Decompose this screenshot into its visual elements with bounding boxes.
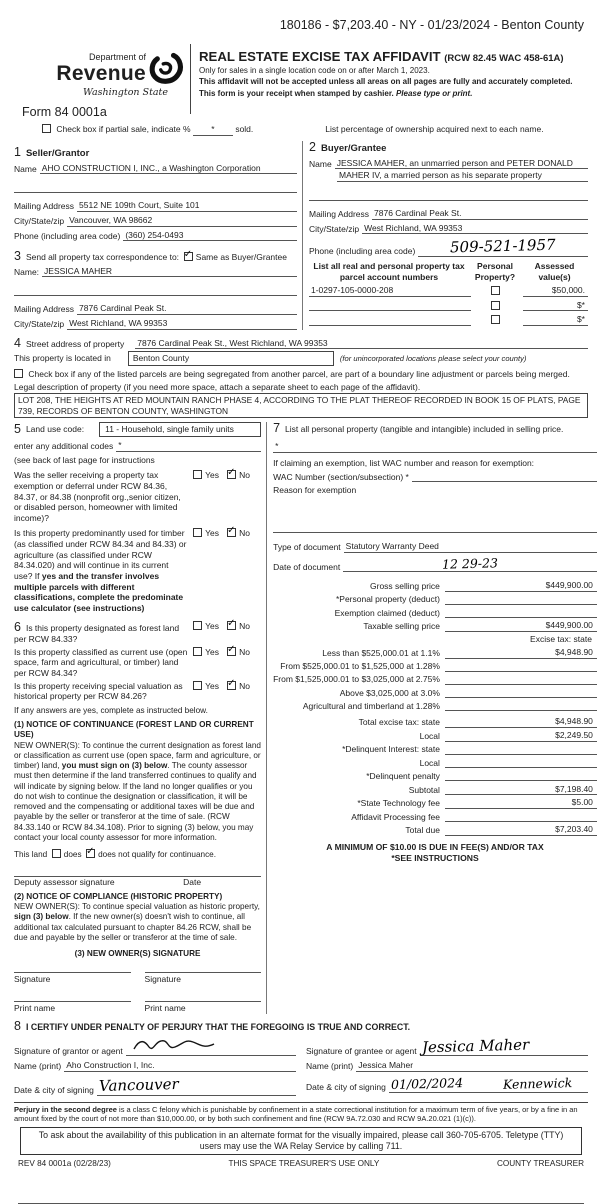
tax-row bbox=[273, 700, 597, 711]
seller-name-field[interactable]: AHO CONSTRUCTION I, INC., a Washington Corporation bbox=[40, 163, 297, 175]
current-use-yes-checkbox[interactable] bbox=[193, 647, 202, 656]
tax-row-label: Total due bbox=[405, 825, 440, 836]
grantor-city-handwriting: Vancouver bbox=[98, 1074, 179, 1095]
personal-property-checkbox[interactable] bbox=[491, 286, 500, 295]
parcel-row bbox=[309, 314, 588, 326]
see-back-note: (see back of last page for instructions bbox=[14, 454, 155, 465]
page-footer bbox=[14, 1159, 588, 1169]
buyer-name-field-2[interactable]: MAHER IV, a married person as his separate property bbox=[337, 170, 588, 182]
section8-block bbox=[14, 1020, 588, 1096]
grantee-date-city-field[interactable] bbox=[389, 1076, 588, 1093]
segregated-label: Check box if any of the listed parcels are being segregated from another parcel, are part of a boundary line adjustment or parcels being merged. bbox=[28, 369, 570, 380]
tax-row bbox=[273, 784, 597, 796]
signature-label: Signature bbox=[14, 974, 51, 985]
form-title: REAL ESTATE EXCISE TAX AFFIDAVIT (RCW 82.45 WAC 458-61A) bbox=[199, 48, 564, 64]
tax-row-value[interactable]: $449,900.00 bbox=[445, 620, 597, 632]
section4-number: 4 bbox=[14, 335, 21, 350]
yes-label: Yes bbox=[205, 470, 219, 481]
seller-city-label: City/State/zip bbox=[14, 215, 65, 226]
parcel-table bbox=[309, 261, 588, 326]
tax-row-value[interactable] bbox=[445, 661, 597, 672]
grantee-city-handwriting: Kennewick bbox=[502, 1075, 573, 1092]
tax-row-value[interactable]: $5.00 bbox=[445, 797, 597, 809]
segregated-checkbox[interactable] bbox=[14, 369, 23, 378]
historical-yes-checkbox[interactable] bbox=[193, 681, 202, 690]
forest-land-question: 6 Is this property designated as forest land per RCW 84.33? bbox=[14, 620, 180, 644]
grantee-signature-field[interactable] bbox=[420, 1037, 588, 1057]
partial-sale-label: Check box if partial sale, indicate % bbox=[56, 124, 191, 135]
grantee-date-city-label: Date & city of signing bbox=[306, 1081, 386, 1092]
tax-row-value[interactable] bbox=[445, 770, 597, 781]
assessed-value-field[interactable]: $* bbox=[523, 300, 588, 312]
agency-name: Revenue bbox=[56, 61, 146, 85]
tax-row-label: Affidavit Processing fee bbox=[351, 811, 440, 822]
additional-codes-label: enter any additional codes bbox=[14, 441, 114, 451]
tax-row-label: *Personal property (deduct) bbox=[335, 594, 440, 605]
parcel-col2-header: Personal Property? bbox=[474, 260, 516, 282]
footer-rev-number: REV 84 0001a (02/28/23) bbox=[18, 1158, 111, 1168]
seller-name-label: Name bbox=[14, 163, 37, 174]
new-owner-signature-field-1[interactable] bbox=[14, 959, 131, 973]
buyer-name-label: Name bbox=[309, 158, 332, 169]
tax-row bbox=[273, 744, 597, 755]
deputy-assessor-label: Deputy assessor signature bbox=[14, 877, 115, 888]
tax-row bbox=[273, 607, 597, 618]
form-header bbox=[14, 42, 588, 121]
type-of-document-field[interactable]: Statutory Warranty Deed bbox=[344, 541, 597, 553]
print-name-label: Print name bbox=[144, 1003, 186, 1013]
date-of-document-label: Date of document bbox=[273, 561, 341, 572]
does-checkbox[interactable] bbox=[52, 849, 61, 858]
type-of-document-label: Type of document bbox=[273, 541, 341, 552]
tax-row-value[interactable] bbox=[445, 757, 597, 768]
assessor-date-label: Date bbox=[183, 877, 202, 888]
grantee-name-field[interactable]: Jessica Maher bbox=[356, 1060, 588, 1072]
form-number: Form 84 0001a bbox=[22, 104, 107, 119]
section4-block bbox=[14, 337, 588, 419]
yes-label: Yes bbox=[205, 680, 219, 691]
new-owner-printname-field-1[interactable] bbox=[14, 988, 131, 1002]
forest-yes-checkbox[interactable] bbox=[193, 621, 202, 630]
tax-row bbox=[273, 811, 597, 822]
parcel-number-field[interactable] bbox=[309, 300, 471, 311]
grantor-name-field[interactable]: Aho Construction I, Inc. bbox=[64, 1060, 296, 1072]
parcel-col3-header: Assessed value(s) bbox=[534, 260, 575, 282]
grantor-date-city-field[interactable] bbox=[97, 1076, 296, 1096]
new-owner-signature-title: (3) NEW OWNER(S) SIGNATURE bbox=[74, 949, 201, 959]
new-owner-printname-field-2[interactable] bbox=[145, 988, 262, 1002]
section1-number: 1 bbox=[14, 144, 21, 159]
personal-property-field[interactable]: * bbox=[273, 441, 597, 453]
wac-number-field[interactable] bbox=[412, 471, 597, 482]
tax-row-label: Above $3,025,000 at 3.0% bbox=[339, 687, 440, 698]
grantor-signature-field[interactable] bbox=[126, 1037, 296, 1057]
certify-statement: I CERTIFY UNDER PENALTY OF PERJURY THAT THE FOREGOING IS TRUE AND CORRECT. bbox=[25, 1021, 411, 1032]
legal-description-field[interactable]: LOT 208, THE HEIGHTS AT RED MOUNTAIN RANCH PHASE 4, ACCORDING TO THE PLAT THEREOF RECORDED IN BOOK 15 OF PLATS, PAGE 739, RECORDS OF BENTON COUNTY, WASHINGTON bbox=[14, 393, 588, 418]
parties-block bbox=[14, 141, 588, 330]
wac-number-label: WAC Number (section/subsection) * bbox=[273, 471, 409, 482]
partial-sale-checkbox[interactable] bbox=[42, 124, 51, 133]
seller-city-field[interactable]: Vancouver, WA 98662 bbox=[67, 215, 297, 227]
seller-phone-label: Phone (including area code) bbox=[14, 230, 121, 241]
county-note: (for unincorporated locations please select your county) bbox=[339, 353, 527, 363]
if-any-note: If any answers are yes, complete as instructed below. bbox=[14, 705, 208, 715]
partial-percent-field[interactable]: * bbox=[193, 124, 233, 136]
agency-block bbox=[14, 42, 182, 121]
grantee-date-handwriting: 01/02/2024 bbox=[390, 1075, 464, 1092]
buyer-name-extra-field[interactable] bbox=[309, 190, 588, 201]
taxcorr-city-label: City/State/zip bbox=[14, 319, 65, 329]
personal-property-intro: 7 List all personal property (tangible and intangible) included in selling price. bbox=[273, 421, 564, 436]
buyer-phone-field[interactable] bbox=[418, 237, 588, 257]
tax-row-value[interactable]: $4,948.90 bbox=[445, 716, 597, 728]
buyer-phone-handwriting: 509-521-1957 bbox=[450, 235, 557, 257]
no-label: No bbox=[239, 646, 250, 657]
parcel-number-field[interactable]: 1-0297-105-0000-208 bbox=[309, 285, 471, 297]
tax-row-value[interactable]: $2,249.50 bbox=[445, 730, 597, 742]
reason-exemption-field[interactable] bbox=[273, 522, 597, 533]
signature-label: Signature bbox=[144, 974, 181, 985]
timber-yes-checkbox[interactable] bbox=[193, 528, 202, 537]
street-address-field[interactable]: 7876 Cardinal Peak St., West Richland, WA 99353 bbox=[135, 338, 588, 350]
tax-row-value[interactable]: $4,948.90 bbox=[445, 647, 597, 659]
tax-row-value[interactable]: $449,900.00 bbox=[445, 580, 597, 592]
tax-row-value[interactable] bbox=[445, 594, 597, 605]
tax-row bbox=[273, 647, 597, 659]
seller-phone-field[interactable]: (360) 254-0493 bbox=[123, 230, 297, 242]
county-select[interactable]: Benton County bbox=[128, 351, 334, 366]
continuance-qualify-row: This land does ✓ does not qualify for continuance. bbox=[14, 849, 261, 860]
tax-row-value[interactable] bbox=[445, 607, 597, 618]
tax-row-label: Agricultural and timberland at 1.28% bbox=[302, 700, 440, 711]
personal-property-checkbox[interactable] bbox=[491, 315, 500, 324]
footer-county-treasurer: COUNTY TREASURER bbox=[496, 1158, 584, 1168]
grantee-signature-handwriting: Jessica Maher bbox=[421, 1035, 530, 1057]
tax-row bbox=[273, 674, 597, 685]
tax-row-value[interactable] bbox=[445, 700, 597, 711]
tax-row-label: Total excise tax: state bbox=[358, 717, 440, 728]
treasurer-stamp-line: 180186 - $7,203.40 - NY - 01/23/2024 - Benton County bbox=[279, 18, 584, 32]
personal-property-checkbox[interactable] bbox=[491, 301, 500, 310]
tax-row-value[interactable] bbox=[445, 744, 597, 755]
section8-number: 8 bbox=[14, 1018, 21, 1033]
tax-row-value[interactable] bbox=[445, 687, 597, 698]
assessed-value-field[interactable]: $* bbox=[523, 314, 588, 326]
tax-row bbox=[273, 824, 597, 836]
grantee-signature-label: Signature of grantee or agent bbox=[306, 1045, 417, 1056]
tax-row bbox=[273, 730, 597, 742]
notice-compliance-title: (2) NOTICE OF COMPLIANCE (HISTORIC PROPERTY) bbox=[14, 891, 223, 901]
legal-description-label: Legal description of property (if you need more space, attach a separate sheet to each page of the affidavit). bbox=[14, 381, 421, 392]
does-not-checkbox[interactable] bbox=[86, 849, 95, 858]
current-use-no-checkbox[interactable] bbox=[227, 647, 236, 656]
land-use-label: Land use code: bbox=[25, 424, 85, 435]
current-use-question: Is this property classified as current use (open space, farm and agricultural, or timber) land per RCW 84.34? bbox=[14, 646, 188, 678]
tax-row-label: From $525,000.01 to $1,525,000 at 1.28% bbox=[280, 661, 440, 672]
section3-number: 3 bbox=[14, 249, 21, 264]
buyer-city-field[interactable]: West Richland, WA 99353 bbox=[362, 223, 588, 235]
form-note-1: Only for sales in a single location code on or after March 1, 2023. bbox=[199, 65, 430, 75]
exemption-instruction: If claiming an exemption, list WAC number and reason for exemption: bbox=[273, 457, 535, 468]
parcel-row bbox=[309, 285, 588, 297]
taxcorr-city-field[interactable]: West Richland, WA 99353 bbox=[67, 318, 297, 330]
no-label: No bbox=[239, 680, 250, 691]
no-label: No bbox=[239, 470, 250, 481]
grantor-signature-label: Signature of grantor or agent bbox=[14, 1045, 123, 1056]
dept-of-label: Department of bbox=[88, 51, 146, 62]
notice-continuance-text: NEW OWNER(S): To continue the current designation as forest land or classification as current use (open space, farm and agriculture, or timber) land, you must sign on (3) below. The county assessor must then determine if the land transferred continues to qualify and will indicate by signing below. If the land no longer qualifies or you do not wish to continue the designation or classification, it will be removed and the compensating or additional taxes will be due and payable by the seller or transferor at the time of sale. (RCW 84.33.140 or RCW 84.34.108). Prior to signing (3) below, you may contact your local county assessor for more information. bbox=[14, 740, 261, 842]
tax-row-label: Gross selling price bbox=[370, 581, 440, 592]
perjury-notice: Perjury in the second degree is a class C felony which is punishable by confinement in a state correctional institution for a maximum term of five years, or by a fine in an amount fixed by the court of not more than $10,000.00, or by both such confinement and fine (RCW 9A.72.030 and RCW 9A.20.021 (1)(c)). bbox=[14, 1102, 588, 1123]
seller-name-extra-field[interactable] bbox=[14, 182, 297, 193]
assessed-value-field[interactable]: $50,000. bbox=[523, 285, 588, 297]
grantor-date-city-label: Date & city of signing bbox=[14, 1084, 94, 1095]
tax-row-label: Excise tax: state bbox=[530, 634, 592, 645]
footer-treasurer-use: THIS SPACE TREASURER'S USE ONLY bbox=[228, 1158, 380, 1168]
form-note-3: This form is your receipt when stamped by cashier. Please type or print. bbox=[199, 88, 473, 98]
taxcorr-name-field[interactable]: JESSICA MAHER bbox=[42, 266, 297, 278]
tax-row bbox=[273, 594, 597, 605]
details-block bbox=[14, 421, 593, 1013]
no-label: No bbox=[239, 621, 250, 632]
section5-number: 5 bbox=[14, 422, 21, 437]
tax-row-value[interactable] bbox=[445, 674, 597, 685]
street-address-label: Street address of property bbox=[25, 338, 125, 349]
same-as-buyer-checkbox[interactable] bbox=[184, 252, 193, 261]
seller-mail-label: Mailing Address bbox=[14, 201, 75, 212]
tax-row-label: Less than $525,000.01 at 1.1% bbox=[322, 647, 440, 658]
buyer-mail-field[interactable]: 7876 Cardinal Peak St. bbox=[372, 208, 588, 220]
forest-no-checkbox[interactable] bbox=[227, 621, 236, 630]
tax-row-label: *Delinquent penalty bbox=[366, 770, 440, 781]
grantee-name-label: Name (print) bbox=[306, 1061, 354, 1072]
section2-title: Buyer/Grantee bbox=[320, 142, 387, 154]
ownership-note: List percentage of ownership acquired next to each name. bbox=[325, 124, 544, 135]
tax-row bbox=[273, 580, 597, 592]
tax-row bbox=[273, 620, 597, 632]
historical-no-checkbox[interactable] bbox=[227, 681, 236, 690]
tax-row-label: From $1,525,000.01 to $3,025,000 at 2.75% bbox=[273, 674, 440, 685]
date-of-document-handwriting: 12 29-23 bbox=[441, 554, 499, 572]
yes-label: Yes bbox=[205, 646, 219, 657]
buyer-city-label: City/State/zip bbox=[309, 223, 360, 234]
tax-row-label: Subtotal bbox=[408, 784, 440, 795]
tax-row bbox=[273, 661, 597, 672]
parcel-row bbox=[309, 300, 588, 312]
seller-exemption-question: Was the seller receiving a property tax exemption or deferral under RCW 84.36, 84.37, or 84.38 (nonprofit org.,senior citizen, or disabled person, homeowner with limited income)? bbox=[14, 470, 181, 523]
exemption-no-checkbox[interactable] bbox=[227, 470, 236, 479]
tax-table bbox=[273, 580, 597, 836]
tax-row-label: Taxable selling price bbox=[363, 621, 440, 632]
buyer-mail-label: Mailing Address bbox=[309, 208, 370, 219]
tax-row bbox=[273, 634, 597, 645]
yes-label: Yes bbox=[205, 528, 219, 539]
tax-row-label: Exemption claimed (deduct) bbox=[334, 607, 440, 618]
taxcorr-mail-field[interactable]: 7876 Cardinal Peak St. bbox=[77, 303, 297, 315]
seller-mail-field[interactable]: 5512 NE 109th Court, Suite 101 bbox=[77, 200, 297, 212]
taxcorr-extra-field[interactable] bbox=[14, 285, 297, 296]
accessibility-notice: To ask about the availability of this publication in an alternate format for the visually impaired, please call 360-705-6705. Teletype (TTY) users may use the WA Relay Service by calling 711. bbox=[20, 1127, 582, 1155]
section1-title: Seller/Grantor bbox=[25, 147, 90, 159]
tax-row-value[interactable]: $7,198.40 bbox=[445, 784, 597, 796]
taxcorr-mail-label: Mailing Address bbox=[14, 304, 75, 315]
additional-codes-field[interactable]: * bbox=[116, 440, 261, 452]
date-of-document-field[interactable] bbox=[343, 556, 597, 573]
tax-row-label: Local bbox=[419, 757, 440, 768]
partial-sold-label: sold. bbox=[235, 124, 254, 135]
new-owner-signature-field-2[interactable] bbox=[145, 959, 262, 973]
parcel-number-field[interactable] bbox=[309, 315, 471, 326]
tax-row bbox=[273, 716, 597, 728]
timber-question: Is this property predominantly used for timber (as classified under RCW 84.34 and 84.33) or agriculture (as classified under RCW 84.34.020) and will continue in its current use? If yes and the transfer involves multiple parcels with different classifications, complete the predominate use calculator (see instructions) bbox=[14, 528, 187, 613]
partial-sale-row bbox=[42, 124, 588, 136]
taxcorr-name-label: Name: bbox=[14, 266, 40, 277]
notice-compliance-text: NEW OWNER(S): To continue special valuation as historic property, sign (3) below. If the new owner(s) doesn't wish to continue, all additional tax calculated pursuant to chapter 84.26 RCW, shall be due and payable by the seller or transferor at the time of sale. bbox=[14, 902, 260, 942]
tax-row-label: *State Technology fee bbox=[357, 798, 440, 809]
timber-no-checkbox[interactable] bbox=[227, 528, 236, 537]
minimum-fee-note: A MINIMUM OF $10.00 IS DUE IN FEE(S) AND/OR TAX *SEE INSTRUCTIONS bbox=[326, 841, 544, 863]
tax-row-value[interactable] bbox=[445, 811, 597, 822]
tax-row-value[interactable]: $7,203.40 bbox=[445, 824, 597, 836]
yes-label: Yes bbox=[205, 621, 219, 632]
buyer-phone-label: Phone (including area code) bbox=[309, 246, 416, 257]
tax-row bbox=[273, 687, 597, 698]
no-label: No bbox=[239, 528, 250, 539]
grantor-name-label: Name (print) bbox=[14, 1061, 62, 1072]
parcel-col1-header: List all real and personal property tax parcel account numbers bbox=[313, 260, 465, 282]
header-divider bbox=[190, 44, 191, 115]
historical-question: Is this property receiving special valuation as historical property per RCW 84.26? bbox=[14, 680, 183, 702]
tax-row bbox=[273, 757, 597, 768]
print-name-label: Print name bbox=[14, 1003, 56, 1013]
tax-row bbox=[273, 770, 597, 781]
tax-row bbox=[273, 797, 597, 809]
notice-continuance-title: (1) NOTICE OF CONTINUANCE (FOREST LAND OR CURRENT USE) bbox=[14, 720, 254, 740]
tax-row-label: Local bbox=[419, 731, 440, 742]
buyer-name-field[interactable]: JESSICA MAHER, an unmarried person and PETER DONALD bbox=[335, 158, 588, 170]
land-use-code-field[interactable]: 11 - Household, single family units bbox=[99, 422, 261, 437]
revenue-logo-icon bbox=[148, 52, 182, 86]
section2-number: 2 bbox=[309, 139, 316, 154]
section3-label: Send all property tax correspondence to: ✓ Same as Buyer/Grantee bbox=[26, 250, 287, 263]
form-note-2: This affidavit will not be accepted unless all areas on all pages are fully and accurately completed. bbox=[199, 77, 573, 87]
agency-subname: Washington State bbox=[83, 86, 168, 98]
exemption-yes-checkbox[interactable] bbox=[193, 470, 202, 479]
grantor-signature-ink bbox=[128, 1037, 220, 1053]
tax-row-label: *Delinquent Interest: state bbox=[342, 744, 440, 755]
located-in-label: This property is located in bbox=[14, 353, 111, 364]
reason-exemption-label: Reason for exemption bbox=[273, 485, 357, 496]
